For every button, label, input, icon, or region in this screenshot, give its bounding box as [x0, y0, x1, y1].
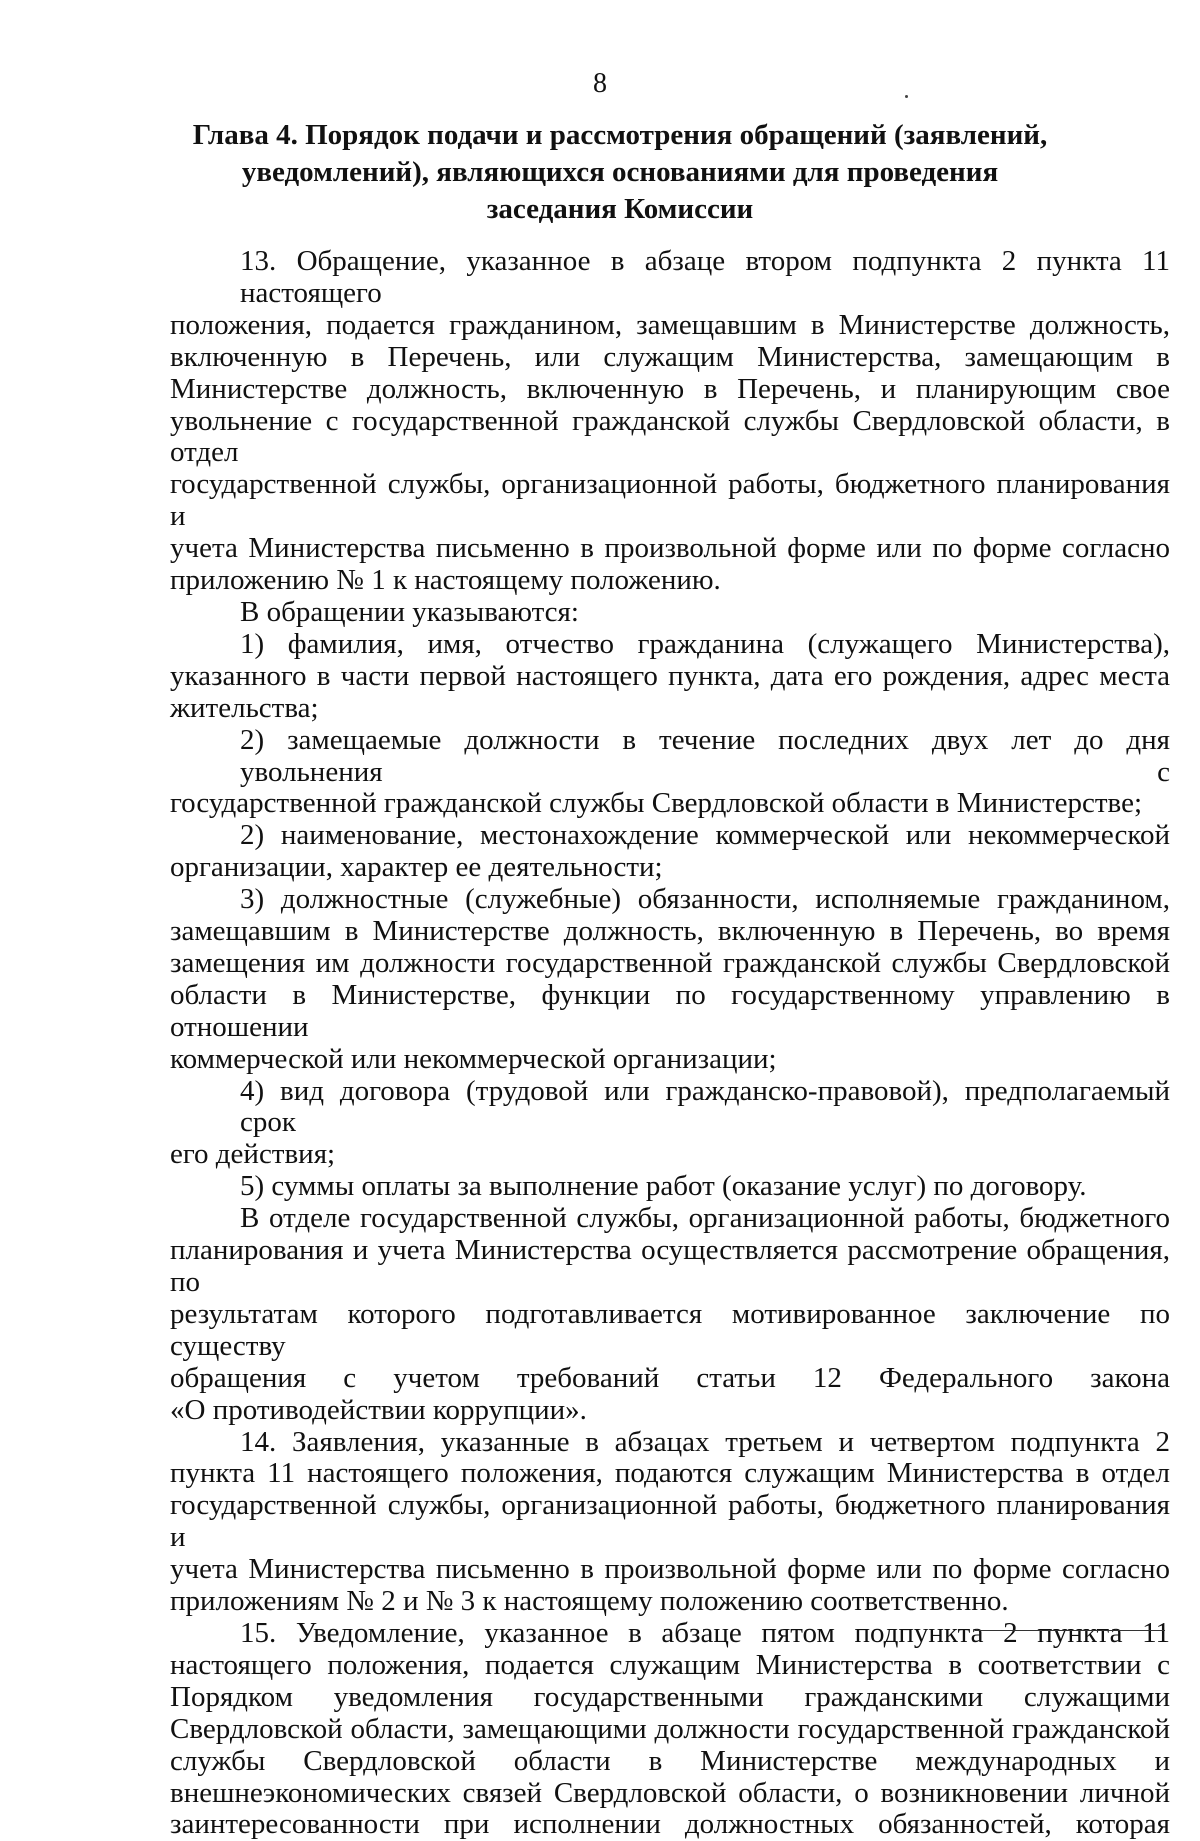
- chapter-heading: [150, 117, 1090, 228]
- text-line: обращения с учетом требований статьи 12 Федерального закона: [170, 1361, 1170, 1394]
- text-line: государственной службы, организационной работы, бюджетного планирования и: [170, 468, 1170, 533]
- text-line: 2) замещаемые должности в течение последних двух лет до дня увольнения с: [240, 723, 1170, 788]
- text-line: В обращении указываются:: [240, 595, 579, 628]
- heading-line: Глава 4. Порядок подачи и рассмотрения обращений (заявлений,: [192, 119, 1048, 151]
- text-line: учета Министерства письменно в произвольной форме или по форме согласно: [170, 532, 1170, 565]
- text-line: 2) наименование, местонахождение коммерческой или некоммерческой: [240, 819, 1170, 852]
- text-line: службы Свердловской области в Министерстве международных и: [170, 1744, 1170, 1777]
- text-line: 4) вид договора (трудовой или гражданско-правовой), предполагаемый срок: [240, 1074, 1170, 1139]
- text-line: приложению № 1 к настоящему положению.: [170, 564, 721, 597]
- footer-rule: [975, 1630, 1165, 1631]
- text-line: приложениям № 2 и № 3 к настоящему положению соответственно.: [170, 1585, 1009, 1618]
- text-line: Свердловской области, замещающими должности государственной гражданской: [170, 1712, 1170, 1745]
- scan-speck: [905, 95, 908, 98]
- text-line: В отделе государственной службы, организационной работы, бюджетного: [240, 1202, 1170, 1235]
- text-line: 14. Заявления, указанные в абзацах третьем и четвертом подпункта 2: [240, 1425, 1170, 1458]
- text-line: результатам которого подготавливается мотивированное заключение по существу: [170, 1297, 1170, 1362]
- page-number: 8: [593, 68, 607, 99]
- text-line: замещавшим в Министерстве должность, включенную в Перечень, во время: [170, 915, 1170, 948]
- document-body: [170, 246, 1170, 1841]
- text-line: государственной гражданской службы Свердловской области в Министерстве;: [170, 787, 1142, 820]
- heading-line: уведомлений), являющихся основаниями для проведения: [241, 156, 999, 188]
- text-line: Министерстве должность, включенную в Перечень, и планирующим свое: [170, 372, 1170, 405]
- text-line: настоящего положения, подается служащим Министерства в соответствии с: [170, 1648, 1170, 1681]
- heading-line: заседания Комиссии: [486, 193, 754, 225]
- text-line: жительства;: [170, 691, 319, 724]
- text-line: увольнение с государственной гражданской службы Свердловской области, в отдел: [170, 404, 1170, 469]
- text-line: учета Министерства письменно в произвольной форме или по форме согласно: [170, 1553, 1170, 1586]
- text-line: планирования и учета Министерства осуществляется рассмотрение обращения, по: [170, 1234, 1170, 1298]
- text-line: 5) суммы оплаты за выполнение работ (оказание услуг) по договору.: [240, 1170, 1087, 1203]
- text-line: замещения им должности государственной гражданской службы Свердловской: [170, 946, 1170, 979]
- text-line: коммерческой или некоммерческой организации;: [170, 1042, 777, 1075]
- text-line: пункта 11 настоящего положения, подаются служащим Министерства в отдел: [170, 1457, 1170, 1490]
- text-line: его действия;: [170, 1138, 336, 1171]
- text-line: «О противодействии коррупции».: [170, 1393, 587, 1426]
- text-line: включенную в Перечень, или служащим Министерства, замещающим в: [170, 340, 1170, 373]
- text-line: заинтересованности при исполнении должностных обязанностей, которая: [170, 1808, 1170, 1841]
- text-line: указанного в части первой настоящего пункта, дата его рождения, адрес места: [170, 659, 1170, 692]
- text-line: организации, характер ее деятельности;: [170, 851, 663, 884]
- text-line: 15. Уведомление, указанное в абзаце пятом подпункта 2 пункта 11: [240, 1616, 1170, 1649]
- text-line: внешнеэкономических связей Свердловской области, о возникновении личной: [170, 1776, 1170, 1809]
- text-line: 1) фамилия, имя, отчество гражданина (служащего Министерства),: [240, 627, 1170, 660]
- text-line: области в Министерстве, функции по государственному управлению в отношении: [170, 978, 1170, 1043]
- text-line: государственной службы, организационной работы, бюджетного планирования и: [170, 1489, 1170, 1554]
- text-line: Порядком уведомления государственными гражданскими служащими: [170, 1680, 1170, 1713]
- text-line: 13. Обращение, указанное в абзаце втором подпункта 2 пункта 11 настоящего: [240, 245, 1170, 309]
- text-line: положения, подается гражданином, замещавшим в Министерстве должность,: [170, 308, 1170, 341]
- text-line: 3) должностные (служебные) обязанности, исполняемые гражданином,: [240, 883, 1170, 916]
